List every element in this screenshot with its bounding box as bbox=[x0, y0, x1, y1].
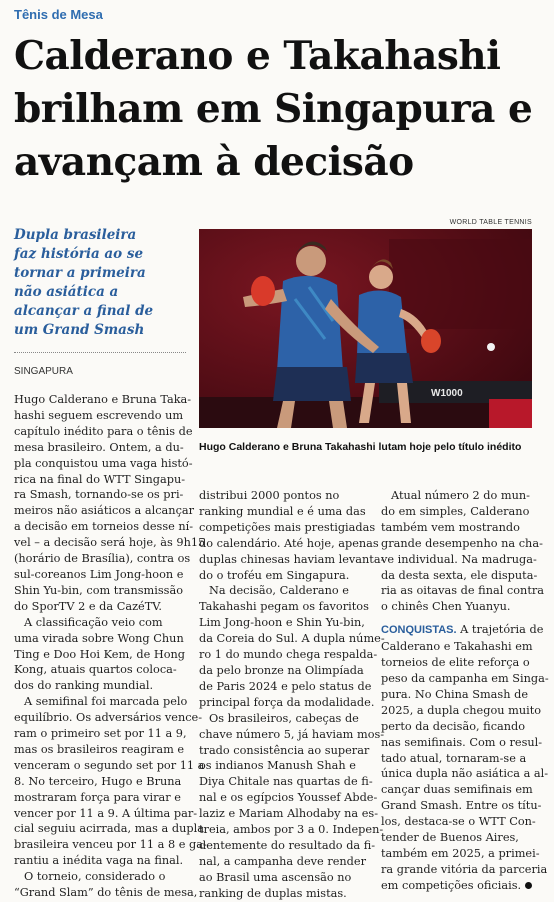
text-line: chave número 5, já haviam mos- bbox=[199, 727, 385, 741]
text-line: rica na final do WTT Singapu- bbox=[14, 472, 186, 486]
text-line: ro 1 do mundo chega respalda- bbox=[199, 648, 378, 662]
text-line bbox=[381, 862, 548, 878]
deck-line: Dupla brasileira bbox=[14, 227, 137, 243]
text-line: capítulo inédito para o tênis de bbox=[14, 424, 193, 438]
article-column-2 bbox=[199, 488, 385, 902]
text-line: Takahashi pegam os favoritos bbox=[199, 600, 369, 614]
text-line: Ting e Doo Hoi Kem, de Hong bbox=[14, 647, 186, 661]
text-line: “Grand Slam” do tênis de mesa, bbox=[14, 886, 198, 900]
text-line: grande desempenho na cha- bbox=[381, 536, 543, 550]
text-line: dos do ranking mundial. bbox=[14, 679, 154, 693]
text-fragment: A trajetória de bbox=[456, 623, 544, 637]
paragraph bbox=[14, 869, 198, 901]
text-line: do em simples, Calderano bbox=[381, 504, 530, 518]
paragraph bbox=[14, 615, 186, 695]
text-line: treia, ambos por 3 a 0. Indepen- bbox=[199, 823, 384, 837]
text-line bbox=[381, 878, 541, 894]
text-line: vencer por 11 a 9. A última par- bbox=[14, 806, 198, 820]
text-line: Grand Smash. Entre os títu- bbox=[381, 799, 542, 813]
text-line: mesa brasileiro. Ontem, a du- bbox=[14, 440, 184, 454]
text-line: Os brasileiros, cabeças de bbox=[209, 711, 359, 725]
text-line: brasileira venceu por 11 a 8 e ga- bbox=[14, 838, 207, 852]
headline bbox=[14, 30, 544, 189]
article-column-3 bbox=[381, 488, 549, 894]
text-line: única dupla não asiática a al- bbox=[381, 767, 549, 781]
text-line: dentemente do resultado da fi- bbox=[199, 838, 376, 852]
headline-line: brilham em Singapura e bbox=[14, 86, 533, 132]
text-line: o chinês Chen Yuanyu. bbox=[381, 600, 511, 614]
paragraph bbox=[381, 488, 544, 615]
text-line: perto da decisão, ficando bbox=[381, 719, 526, 733]
text-line: los, destaca-se o WTT Con- bbox=[381, 815, 536, 829]
text-line: Shin Yu-bin, com transmissão bbox=[14, 583, 184, 597]
text-line: principal força da modalidade. bbox=[199, 695, 375, 709]
text-line: do o troféu em Singapura. bbox=[199, 568, 350, 582]
text-line: a decisão em torneios desse ní- bbox=[14, 520, 194, 534]
text-line: mostraram força para virar e bbox=[14, 790, 181, 804]
subhead-kicker: CONQUISTAS. bbox=[381, 624, 457, 637]
text-line: tender de Buenos Aires, bbox=[381, 831, 519, 845]
text-line: A classificação veio com bbox=[24, 615, 163, 629]
text-line: também em 2025, a primei- bbox=[381, 846, 540, 860]
paragraph bbox=[14, 694, 207, 869]
paragraph bbox=[199, 583, 385, 710]
players-illustration bbox=[199, 229, 532, 428]
text-line: Hugo Calderano e Bruna Taka- bbox=[14, 393, 192, 406]
text-fragment: ra grande vitória da parceria bbox=[381, 862, 548, 876]
text-line: ria as oitavas de final contra bbox=[381, 584, 544, 598]
deck-line: um Grand Smash bbox=[14, 322, 145, 338]
text-line: da pelo bronze na Olimpíada bbox=[199, 663, 364, 677]
photo-credit: WORLD TABLE TENNIS bbox=[449, 219, 532, 226]
text-line: (horário de Brasília), contra os bbox=[14, 552, 191, 566]
text-line: Lim Jong-hoon e Shin Yu-bin, bbox=[199, 616, 365, 630]
text-line: cançar duas semifinais em bbox=[381, 783, 533, 797]
photo-caption: Hugo Calderano e Bruna Takahashi lutam hoje pelo título inédito bbox=[199, 441, 522, 453]
dotted-divider bbox=[14, 352, 186, 353]
text-line: uma virada sobre Wong Chun bbox=[14, 631, 184, 645]
text-line: meiros não asiáticos a alcançar bbox=[14, 504, 195, 518]
text-line: ao Brasil uma ascensão no bbox=[199, 870, 352, 884]
text-line: peso da campanha em Singa- bbox=[381, 671, 549, 685]
text-line: rantiu a inédita vaga na final. bbox=[14, 854, 184, 868]
article-column-1 bbox=[14, 392, 207, 901]
text-line: laziz e Mariam Alhodaby na es- bbox=[199, 807, 379, 821]
text-line: da Coreia do Sul. A dupla núme- bbox=[199, 632, 385, 646]
paragraph bbox=[14, 392, 206, 615]
paragraph bbox=[199, 711, 385, 902]
paragraph bbox=[381, 622, 549, 893]
text-line: duplas chinesas haviam levanta- bbox=[199, 552, 385, 566]
text-line: competições mais prestigiadas bbox=[199, 520, 376, 534]
text-line: mas os brasileiros reagiram e bbox=[14, 742, 185, 756]
section-label: Tênis de Mesa bbox=[14, 7, 103, 22]
text-line: do SporTV 2 e da CazéTV. bbox=[14, 599, 163, 613]
end-of-article-icon bbox=[525, 882, 532, 889]
text-line: Diya Chitale nas quartas de fi- bbox=[199, 775, 373, 789]
deck-line: tornar a primeira bbox=[14, 265, 146, 281]
text-line: também vem mostrando bbox=[381, 520, 520, 534]
text-line: Atual número 2 do mun- bbox=[391, 489, 530, 502]
text-line: Na decisão, Calderano e bbox=[209, 584, 349, 598]
text-line bbox=[381, 622, 544, 639]
text-line: nal e os egípcios Youssef Abde- bbox=[199, 791, 378, 805]
deck-line: faz história ao se bbox=[14, 246, 144, 262]
text-line: de Paris 2024 e pelo status de bbox=[199, 679, 372, 693]
deck-line: não asiática a bbox=[14, 284, 119, 300]
text-line: ram o primeiro set por 11 a 9, bbox=[14, 727, 187, 741]
text-line: do calendário. Até hoje, apenas bbox=[199, 536, 379, 550]
text-line: nas semifinais. Com o resul- bbox=[381, 735, 543, 749]
text-line: cial seguiu acirrada, mas a dupla bbox=[14, 822, 204, 836]
text-line: nal, a campanha deve render bbox=[199, 854, 367, 868]
board-text: W1000 bbox=[431, 388, 463, 399]
text-line: ra Smash, tornando-se os pri- bbox=[14, 488, 184, 502]
text-line: da desta sexta, ele disputa- bbox=[381, 568, 538, 582]
headline-line: avançam à decisão bbox=[14, 139, 414, 185]
text-line: venceram o segundo set por 11 a bbox=[14, 758, 205, 772]
paragraph bbox=[199, 488, 385, 583]
dateline: SINGAPURA bbox=[14, 366, 73, 377]
text-line: vel – a decisão será hoje, às 9h15 bbox=[14, 536, 206, 550]
text-line: tado atual, tornaram-se a bbox=[381, 751, 527, 765]
text-line: ranking de duplas mistas. bbox=[199, 886, 347, 900]
text-line: Calderano e Takahashi em bbox=[381, 640, 533, 654]
text-line: os indianos Manush Shah e bbox=[199, 759, 356, 773]
text-line: torneios de elite reforça o bbox=[381, 656, 530, 670]
text-line: sul-coreanos Lim Jong-hoon e bbox=[14, 567, 184, 581]
text-line: O torneio, considerado o bbox=[24, 870, 166, 884]
text-fragment: em competições oficiais. bbox=[381, 878, 522, 892]
article-photo bbox=[199, 229, 532, 428]
subheadline-deck bbox=[14, 226, 186, 340]
headline-line: Calderano e Takahashi bbox=[14, 33, 501, 79]
text-line: Kong, atuais quartos coloca- bbox=[14, 663, 177, 677]
text-line: hashi seguem escrevendo um bbox=[14, 408, 184, 422]
text-line: trado consistência ao superar bbox=[199, 743, 370, 757]
text-line: 2025, a dupla chegou muito bbox=[381, 703, 542, 717]
text-line: pla conquistou uma vaga histó- bbox=[14, 456, 193, 470]
text-line: distribui 2000 pontos no bbox=[199, 489, 340, 502]
text-line: 8. No terceiro, Hugo e Bruna bbox=[14, 774, 182, 788]
text-line: A semifinal foi marcada pelo bbox=[24, 695, 188, 709]
text-line: ve individual. Na madruga- bbox=[381, 552, 537, 566]
text-line: ranking mundial e é uma das bbox=[199, 504, 366, 518]
text-line: equilíbrio. Os adversários vence- bbox=[14, 711, 203, 725]
deck-line: alcançar a final de bbox=[14, 303, 154, 319]
text-line: pura. No China Smash de bbox=[381, 687, 529, 701]
